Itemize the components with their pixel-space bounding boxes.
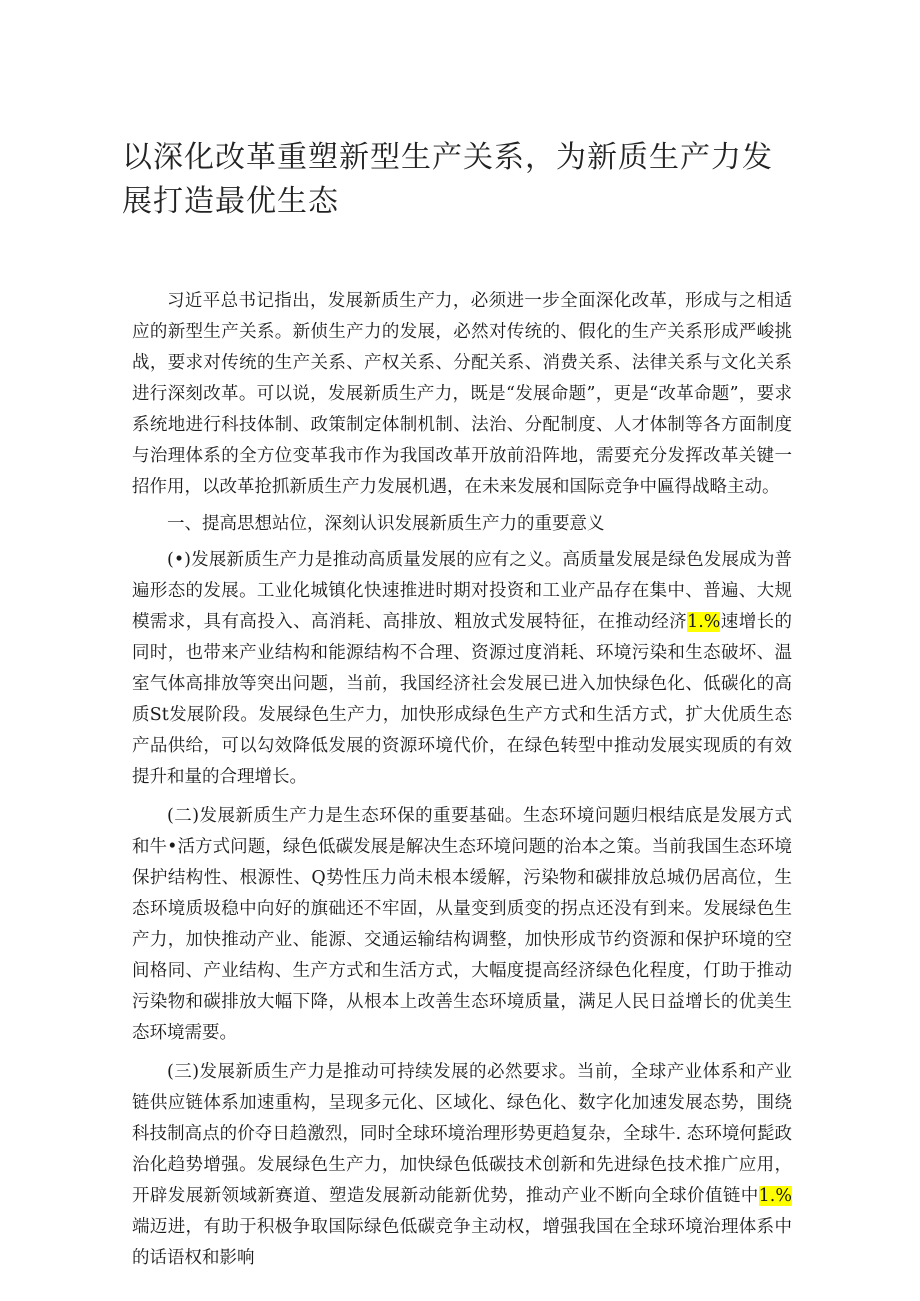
paragraph-3-text-end: 端迈进，有助于积极争取国际绿色低碳竞争主动权，增强我国在全球环境治理体系中的话语权和影响: [132, 1217, 792, 1268]
paragraph-1-text-end: 速增长的同时，也带来产业结构和能源结构不合理、资源过度消耗、环境污染和生态破坏、温室气体高排放等突出问题，当前，我国经济社会发展已进入加快绿色化、低碳化的高质St发展阶段。发展绿色生产力，加快形成绿色生产方式和生活方式，扩大优质生态产品供给，可以勾效降低发展的资源环境代价，在绿色转型中推动发展实现质的有效提升和量的合理增长。: [132, 612, 793, 787]
paragraph-1-text-start: (•)发展新质生产力是推动高质量发展的应有之义。高质量发展是绿色发展成为普遍形态的发展。工业化城镇化快速推进时期对投资和工业产品存在集中、普遍、大规模需求，具有高投入、高消耗、高排放、粗放式发展特征，在推动经济: [132, 550, 792, 632]
document-title: 以深化改革重塑新型生产关系，为新质生产力发展打造最优生态: [122, 140, 773, 219]
intro-paragraph: 习近平总书记指出，发展新质生产力，必须进一步全面深化改革，形成与之相适应的新型生产关系。新侦生产力的发展，必然对传统的、假化的生产关系形成严峻挑战，要求对传统的生产关系、产权关系、分配关系、消费关系、法律关系与文化关系进行深刻改革。可以说，发展新质生产力，既是“发展命题”，更是“改革命题”，要求系统地进行科技体制、政策制定体制机制、法治、分配制度、人才体制等各方面制度与治理体系的全方位变革我市作为我国改革开放前沿阵地，需要充分发挥改革关键一招作用，以改革抢抓新质生产力发展机遇，在未来发展和国际竞争中匾得战略主动。: [132, 291, 792, 497]
section-heading-1: 一、提高思想站位，深刻认识发展新质生产力的重要意义: [167, 514, 605, 534]
paragraph-3-text-start: (三)发展新质生产力是推动可持续发展的必然要求。当前，全球产业体系和产业链供应链体系加速重构，呈现多元化、区域化、绿色化、数字化加速发展态势，围绕科技制高点的价夺日趋激烈，同时全球环境治理形势更趋复杂，全球牛. 态环境何髭政治化趋势增强。发展绿色生产力，加快绿色低碳技术创新和先进绿色技术推广应用，开辟发展新领域新赛道、塑造发展新动能新优势，推动产业不断向全球价值链中: [132, 1062, 792, 1206]
paragraph-3: [132, 1057, 792, 1274]
highlighted-text: 1.%: [758, 1186, 792, 1206]
paragraph-2: (二)发展新质生产力是生态环保的重要基础。生态环境问题归根结底是发展方式和牛•活方式问题，绿色低碳发展是解决生态环境问题的治本之策。当前我国生态环境保护结构性、根源性、Q势性压力尚未根本缓解，污染物和碳排放总城仍居高位，生态环境质圾稳中向好的旗础还不牢固，从量变到质变的拐点还没有到来。发展绿色生产力，加快推动产业、能源、交通运输结构调整，加快形成节约资源和保护环境的空间格同、产业结构、生产方式和生活方式，大幅度提高经济绿色化程度，仃助于推动污染物和碳排放大幅下降，从根本上改善生态环境质量，满足人民日益增长的优美生态环境需要。: [132, 806, 792, 1043]
paragraph-1: [132, 545, 792, 793]
document-body: [132, 286, 792, 1274]
highlighted-text: 1.%: [687, 612, 721, 632]
